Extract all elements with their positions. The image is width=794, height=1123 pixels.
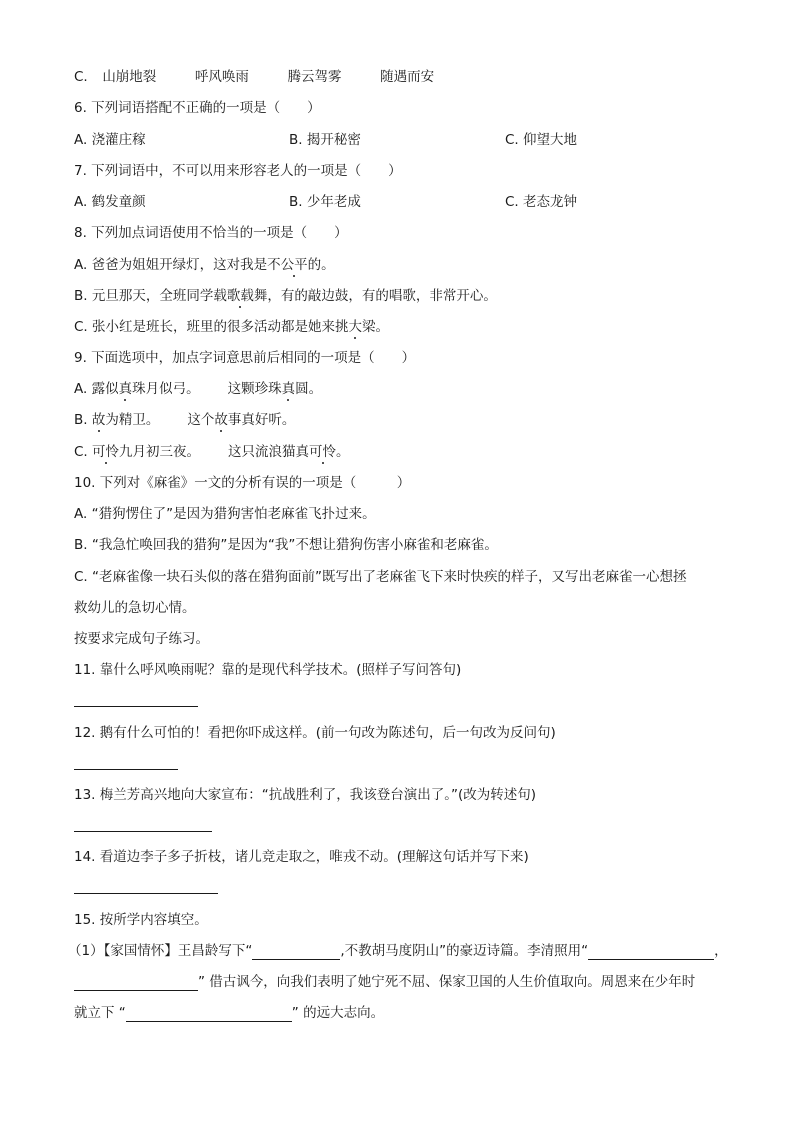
dotted-char: 真 [118, 381, 133, 397]
text: 。 [375, 319, 390, 335]
option-label: C. [74, 69, 88, 85]
fill-blank-4[interactable] [126, 1007, 292, 1022]
word-4: 随遇而安 [380, 69, 435, 85]
q7-option-a: A. 鹤发童颜 [74, 194, 146, 210]
q10-option-a: A. “猎狗愣住了”是因为猎狗害怕老麻雀飞扑过来。 [74, 506, 376, 522]
text: 九月初三夜。 [119, 444, 201, 460]
q5-option-c [74, 68, 434, 86]
text: 这个 [187, 412, 215, 428]
q9-option-a [74, 380, 322, 398]
q12-answer-line[interactable] [74, 769, 178, 770]
text: 。 [336, 444, 350, 460]
dotted-word: 公平 [280, 257, 308, 273]
text: 珠月似弓。 [132, 381, 200, 397]
text: B. [74, 412, 92, 428]
text: ， [714, 943, 728, 959]
word-3: 腾云驾雾 [287, 69, 342, 85]
q11-answer-line[interactable] [74, 706, 198, 707]
text: 为精卫。 [105, 412, 160, 428]
q8-option-a [74, 256, 335, 274]
text: ,不教胡马度阴山”的豪迈诗篇。李清照用“ [340, 943, 589, 959]
q9-stem: 9. 下面选项中，加点字词意思前后相同的一项是（ ） [74, 350, 416, 366]
word-2: 呼风唤雨 [194, 69, 249, 85]
q14-stem: 14. 看道边李子多子折枝，诸儿竞走取之，唯戎不动。(理解这句话并写下来) [74, 849, 529, 865]
dotted-char: 故 [214, 412, 228, 428]
q12-stem: 12. 鹅有什么可怕的！看把你吓成这样。(前一句改为陈述句，后一句改为反问句) [74, 725, 556, 741]
word-1: 山崩地裂 [102, 69, 157, 85]
text: 这颗珍珠 [227, 381, 282, 397]
text: 事真好听。 [227, 412, 296, 428]
q15-line-3 [74, 1004, 384, 1022]
q11-stem: 11. 靠什么呼风唤雨呢？靠的是现代科学技术。(照样子写问答句) [74, 662, 462, 678]
fill-blank-3[interactable] [74, 976, 198, 991]
dotted-word: 挑大梁 [335, 319, 376, 335]
text: ，有的敲边鼓，有的唱歌，非常开心。 [267, 288, 497, 304]
q7-option-c: C. 老态龙钟 [505, 194, 578, 210]
q8-option-b [74, 287, 497, 305]
q13-stem: 13. 梅兰芳高兴地向大家宣布：“抗战胜利了，我该登台演出了。”(改为转述句) [74, 787, 537, 803]
text: ” 借古讽今，向我们表明了她宁死不屈、保家卫国的人生价值取向。周恩来在少年时 [198, 974, 696, 990]
text: 就立下 “ [74, 1005, 126, 1021]
q9-option-c [74, 443, 350, 461]
fill-blank-2[interactable] [588, 945, 714, 960]
q8-option-c [74, 318, 389, 336]
text: B. 元旦那天，全班同学 [74, 288, 214, 304]
q9-option-b [74, 411, 295, 429]
text: A. 露似 [74, 381, 119, 397]
text: 的。 [307, 257, 335, 273]
q6-option-a: A. 浇灌庄稼 [74, 132, 146, 148]
q8-stem: 8. 下列加点词语使用不恰当的一项是（ ） [74, 225, 348, 241]
dotted-word: 载歌载舞 [213, 288, 268, 304]
q15-line-2 [74, 973, 695, 991]
dotted-char: 故 [91, 412, 106, 428]
text: A. 爸爸为姐姐开绿灯，这对我是不 [74, 257, 281, 273]
q10-option-c-line1: C. “老麻雀像一块石头似的落在猎狗面前”既写出了老麻雀飞下来时快疾的样子，又写出老麻雀一心想拯 [74, 569, 687, 585]
q14-answer-line[interactable] [74, 893, 218, 894]
q6-stem: 6. 下列词语搭配不正确的一项是（ ） [74, 100, 321, 116]
q15-stem: 15. 按所学内容填空。 [74, 912, 208, 928]
text: 圆。 [295, 381, 323, 397]
q10-stem: 10. 下列对《麻雀》一文的分析有误的一项是（ ） [74, 475, 411, 491]
dotted-char: 可怜 [309, 444, 337, 460]
q7-stem: 7. 下列词语中，不可以用来形容老人的一项是（ ） [74, 163, 402, 179]
text: C. 张小红是班长，班里的很多活动都是她来 [74, 319, 336, 335]
q10-option-c-line2: 救幼儿的急切心情。 [74, 600, 196, 616]
section-heading: 按要求完成句子练习。 [74, 631, 209, 647]
q10-option-b: B. “我急忙唤回我的猎狗”是因为“我”不想让猎狗伤害小麻雀和老麻雀。 [74, 537, 498, 553]
q15-line-1 [68, 942, 728, 960]
dotted-char: 真 [281, 381, 296, 397]
text: （1）【家国情怀】王昌龄写下“ [68, 943, 253, 959]
q13-answer-line[interactable] [74, 831, 212, 832]
text: 这只流浪猫真 [228, 444, 310, 460]
q7-option-b: B. 少年老成 [289, 194, 361, 210]
dotted-char: 可怜 [92, 444, 120, 460]
text: ” 的远大志向。 [291, 1005, 385, 1021]
text: C. [74, 444, 93, 460]
q6-option-c: C. 仰望大地 [505, 132, 578, 148]
q6-option-b: B. 揭开秘密 [289, 132, 361, 148]
fill-blank-1[interactable] [252, 945, 340, 960]
